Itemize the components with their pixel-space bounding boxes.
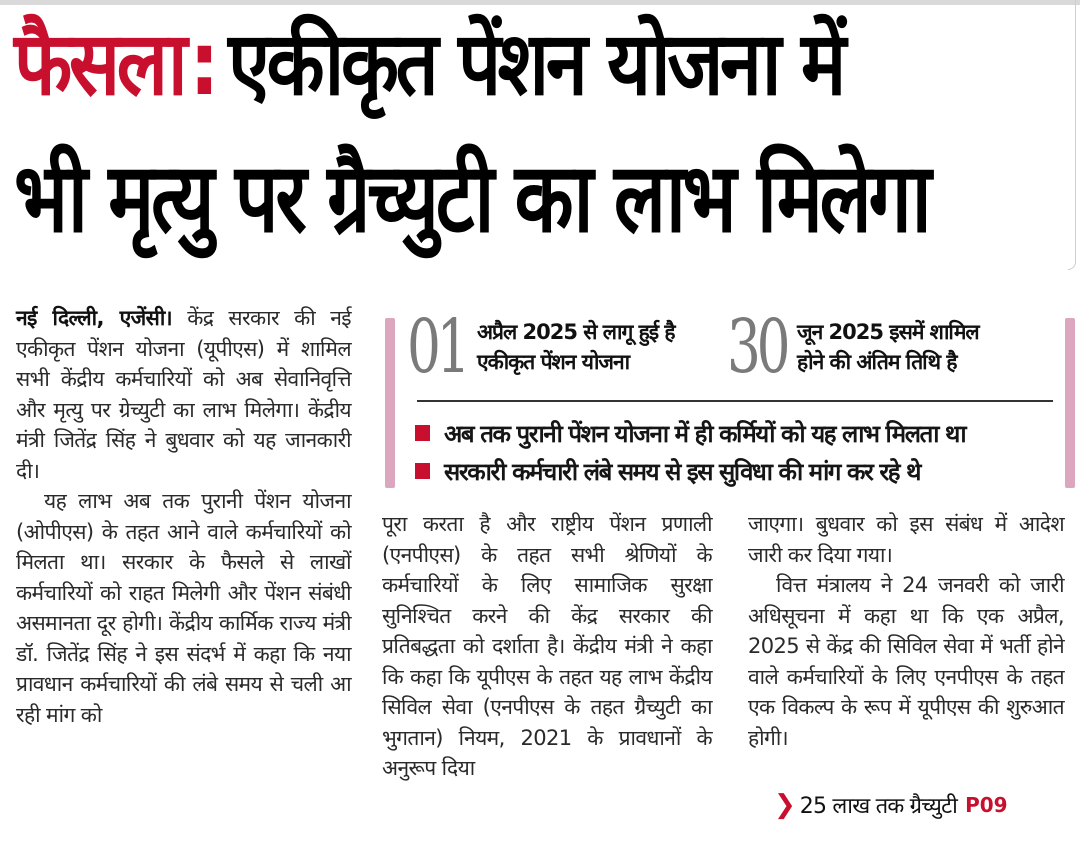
fact-box-right-bar (1065, 318, 1075, 488)
article-column-1 (16, 303, 351, 730)
top-strip (0, 0, 1080, 5)
fact-box (385, 304, 1077, 496)
fact-item (407, 304, 675, 390)
article-column-2 (382, 509, 712, 784)
dateline: नई दिल्ली, एजेंसी। (16, 306, 173, 330)
fact-item (727, 304, 979, 390)
headline-separator: : (189, 12, 217, 115)
chevron-right-icon: ❯ (774, 790, 796, 820)
bullet-list (415, 414, 1055, 490)
square-bullet-icon (415, 425, 430, 441)
bullet-item (415, 452, 1055, 490)
article-paragraph: यह लाभ अब तक पुरानी पेंशन योजना (ओपीएस) के तहत आने वाले कर्मचारियों को मिलता था। सरकार के फैसले से लाखों कर्मचारियों को राहत मिलेगी और पेंशन संबंधी असमानता दूर होगी। केंद्रीय कार्मिक राज्य मंत्री डॉ. जितेंद्र सिंह ने इस संदर्भ में कहा कि नया प्रावधान कर्मचारियों की लंबे समय से चली आ रही मांग को (16, 489, 351, 727)
article-column-3 (748, 509, 1064, 753)
fact-description (797, 317, 979, 377)
article-paragraph: पूरा करता है और राष्ट्रीय पेंशन प्रणाली (एनपीएस) के तहत सभी श्रेणियों के कर्मचारियों के लिए सामाजिक सुरक्षा सुनिश्चित करने की केंद्र सरकार की प्रतिबद्धता को दर्शाता है। केंद्रीय मंत्री ने कहा कि कहा कि यूपीएस के तहत यह लाभ केंद्रीय सिविल सेवा (एनपीएस के तहत ग्रैच्युटी का भुगतान) नियम, 2021 के प्रावधानों के अनुरूप दिया (382, 512, 712, 780)
fact-line: जून 2025 इसमें शामिल (797, 320, 979, 344)
article-paragraph: जाएगा। बुधवार को इस संबंध में आदेश जारी कर दिया गया। (748, 512, 1064, 567)
headline-line-2 (14, 142, 929, 254)
fact-line: अप्रैल 2025 से लागू हुई है (477, 320, 675, 344)
headline-text-1: एकीकृत पेंशन योजना में (228, 12, 843, 115)
fact-line: होने की अंतिम तिथि है (797, 350, 957, 374)
fact-number: 30 (727, 304, 787, 390)
fact-description (477, 317, 675, 377)
square-bullet-icon (415, 463, 430, 479)
bullet-text: अब तक पुरानी पेंशन योजना में ही कर्मियों को यह लाभ मिलता था (444, 419, 966, 448)
article-paragraph (16, 303, 351, 486)
fact-box-divider (417, 400, 1053, 402)
headline-line-1 (14, 12, 917, 115)
article-text: केंद्र सरकार की नई एकीकृत पेंशन योजना (यूपीएस) में शामिल सभी केंद्रीय कर्मचारियों को अब सेवानिवृत्ति और मृत्यु पर ग्रेच्युटी का लाभ मिलेगा। केंद्रीय मंत्री जितेंद्र सिंह ने बुधवार को यह जानकारी दी। (16, 306, 351, 483)
headline-text-2: भी मृत्यु पर ग्रैच्युटी का लाभ मिलेगा (14, 142, 929, 254)
article-paragraph: वित्त मंत्रालय ने 24 जनवरी को जारी अधिसूचना में कहा था कि एक अप्रैल, 2025 से केंद्र की सिविल सेवा में भर्ती होने वाले कर्मचारियों के लिए एनपीएस के तहत एक विकल्प के रूप में यूपीएस की शुरुआत होगी। (748, 573, 1064, 750)
bullet-item (415, 414, 1055, 452)
page-edge (1068, 0, 1076, 270)
headline-kicker: फैसला (14, 12, 185, 115)
fact-number: 01 (407, 304, 467, 390)
page-number: P09 (965, 793, 1008, 817)
reference-text: 25 लाख तक ग्रैच्युटी (799, 794, 958, 819)
fact-box-left-bar (385, 318, 395, 488)
page-reference[interactable] (774, 790, 1008, 820)
fact-line: एकीकृत पेंशन योजना (477, 350, 630, 374)
bullet-text: सरकारी कर्मचारी लंबे समय से इस सुविधा की मांग कर रहे थे (444, 457, 921, 486)
